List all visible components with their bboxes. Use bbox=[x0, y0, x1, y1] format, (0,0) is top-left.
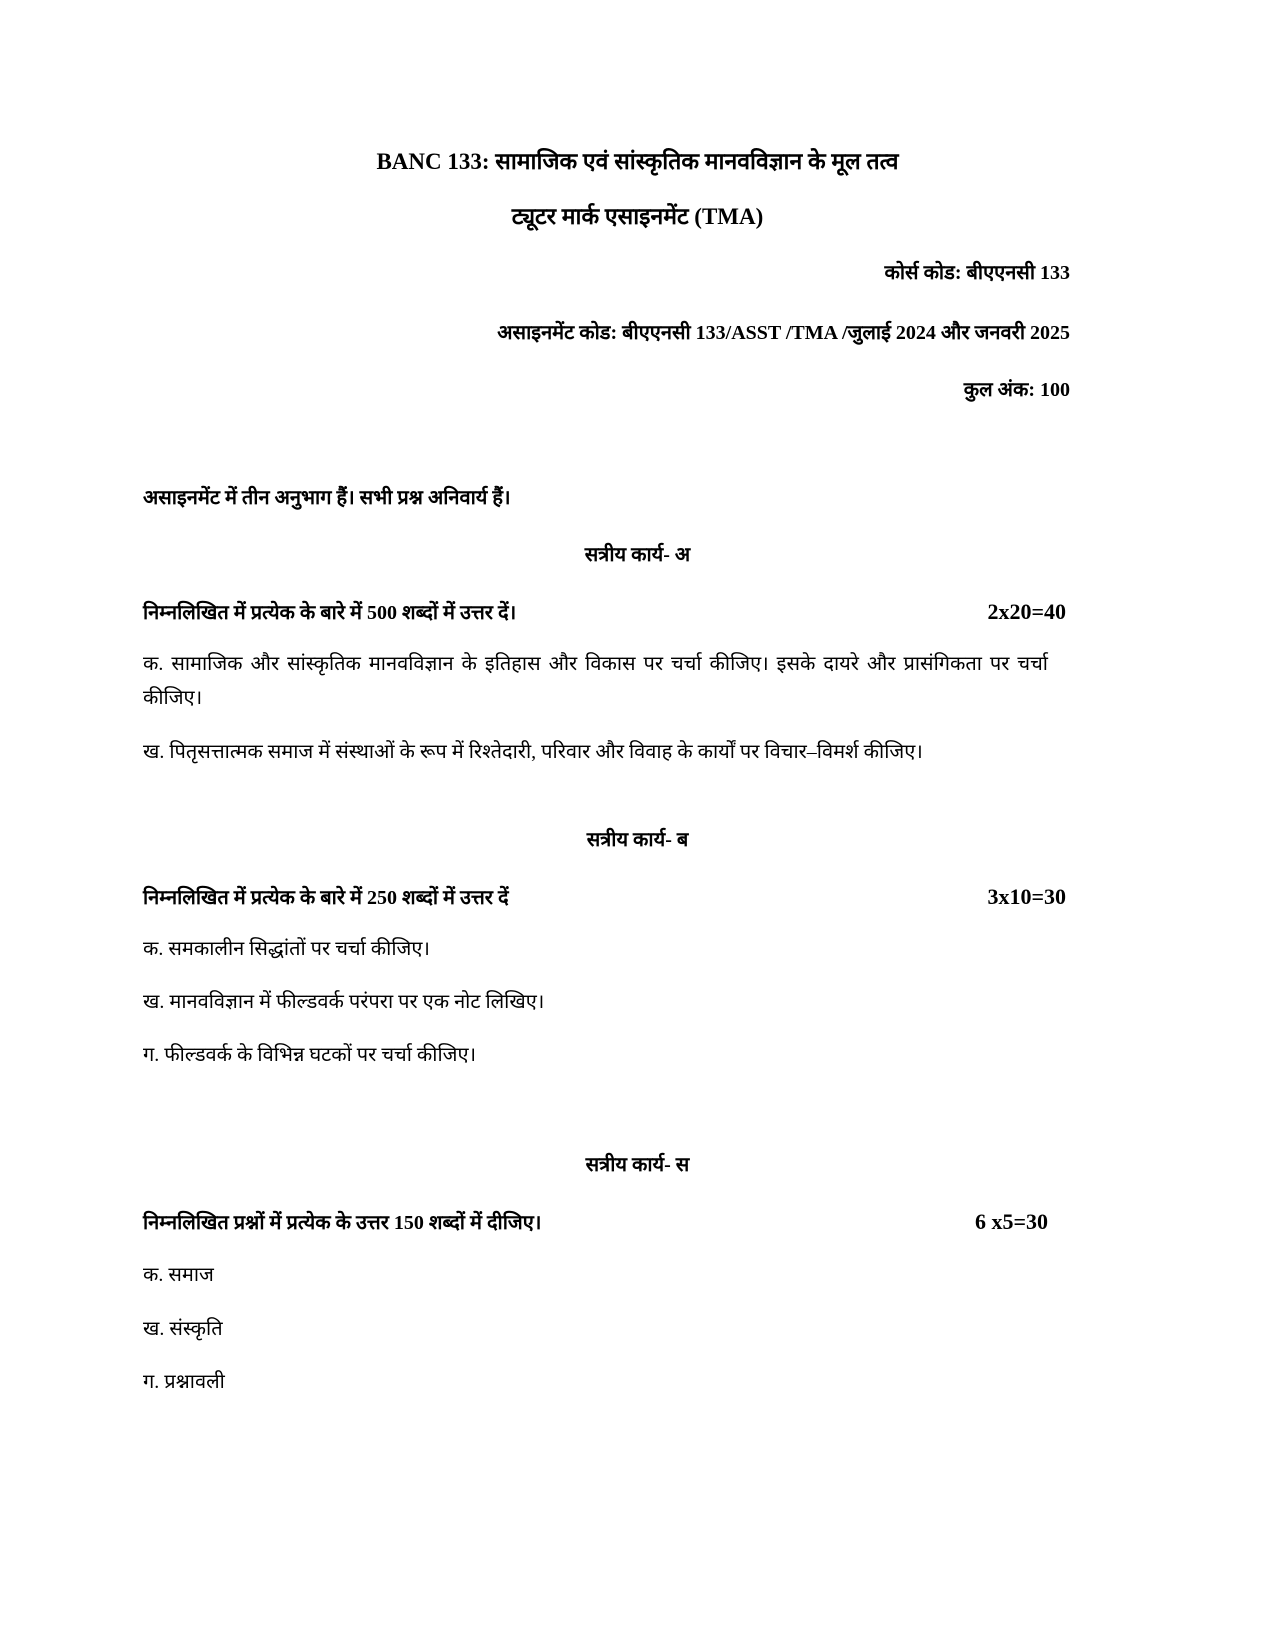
section-b-instruction: निम्नलिखित में प्रत्येक के बारे में 250 शब्दों में उत्तर दें bbox=[143, 887, 509, 909]
section-b-question-3: ग. फील्डवर्क के विभिन्न घटकों पर चर्चा कीजिए। bbox=[143, 1044, 477, 1066]
section-c-heading: सत्रीय कार्य- स bbox=[585, 1154, 690, 1176]
section-b-instruction-row bbox=[143, 883, 1066, 910]
section-a-question-2: ख. पितृसत्तात्मक समाज में संस्थाओं के रूप में रिश्तेदारी, परिवार और विवाह के कार्यों पर विचार–विमर्श कीजिए। bbox=[143, 741, 923, 763]
section-c-question-3: ग. प्रश्नावली bbox=[143, 1371, 225, 1393]
section-a-heading: सत्रीय कार्य- अ bbox=[584, 544, 691, 566]
section-c-instruction: निम्नलिखित प्रश्नों में प्रत्येक के उत्तर 150 शब्दों में दीजिए। bbox=[143, 1212, 542, 1234]
assignment-code: असाइनमेंट कोड: बीएएनसी 133/ASST /TMA /जुलाई 2024 और जनवरी 2025 bbox=[497, 322, 1070, 344]
section-c-question-1: क. समाज bbox=[143, 1264, 214, 1286]
document-title: BANC 133: सामाजिक एवं सांस्कृतिक मानवविज्ञान के मूल तत्व bbox=[376, 149, 899, 174]
section-c-instruction-row bbox=[143, 1208, 1048, 1235]
document-subtitle: ट्यूटर मार्क एसाइनमेंट (TMA) bbox=[511, 204, 764, 229]
section-c-question-2: ख. संस्कृति bbox=[143, 1318, 223, 1340]
intro-text: असाइनमेंट में तीन अनुभाग हैं। सभी प्रश्न अनिवार्य हैं। bbox=[143, 487, 511, 509]
course-code: कोर्स कोड: बीएएनसी 133 bbox=[884, 262, 1070, 284]
section-b-question-1: क. समकालीन सिद्धांतों पर चर्चा कीजिए। bbox=[143, 938, 430, 960]
section-b-marks: 3x10=30 bbox=[987, 884, 1066, 909]
section-a-marks: 2x20=40 bbox=[987, 599, 1066, 624]
section-b-heading: सत्रीय कार्य- ब bbox=[586, 829, 689, 851]
total-marks: कुल अंक: 100 bbox=[963, 379, 1070, 401]
section-c-marks: 6 x5=30 bbox=[974, 1209, 1048, 1234]
section-a-question-1: क. सामाजिक और सांस्कृतिक मानवविज्ञान के इतिहास और विकास पर चर्चा कीजिए। इसके दायरे और प्रासंगिकता पर चर्चा कीजिए। bbox=[143, 653, 1048, 709]
section-b-question-2: ख. मानवविज्ञान में फील्डवर्क परंपरा पर एक नोट लिखिए। bbox=[143, 991, 545, 1013]
section-a-instruction-row bbox=[143, 598, 1066, 625]
section-a-instruction: निम्नलिखित में प्रत्येक के बारे में 500 शब्दों में उत्तर दें। bbox=[143, 602, 517, 624]
